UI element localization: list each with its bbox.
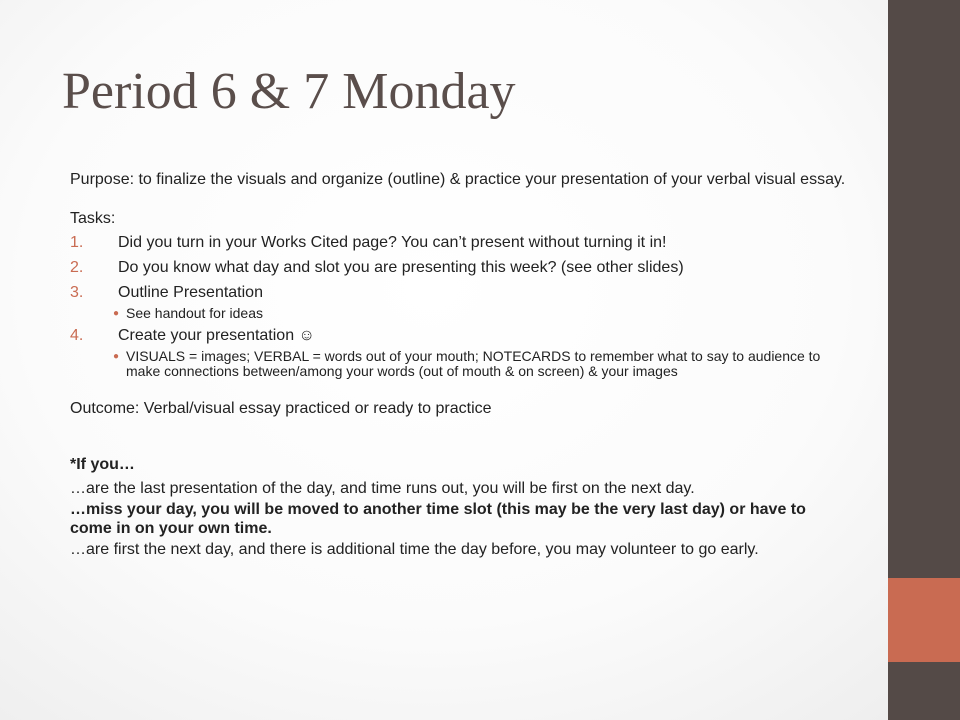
note-2: …miss your day, you will be moved to another time slot (this may be the very last day) or have to come in on your own time. xyxy=(70,501,806,537)
task-item-4 xyxy=(70,325,850,346)
task-number: 1. xyxy=(70,234,84,251)
task-number: 3. xyxy=(70,284,84,301)
task-text: Create your presentation ☺ xyxy=(118,327,315,344)
task-item-2 xyxy=(70,257,850,278)
subitem-text: VISUALS = images; VERBAL = words out of your mouth; NOTECARDS to remember what to say to audience to make connections between/among your words (out of mouth & on screen) & your images xyxy=(126,348,821,379)
outcome-text: Outcome: Verbal/visual essay practiced or ready to practice xyxy=(70,400,492,417)
if-heading: *If you… xyxy=(70,456,135,473)
task-text: Outline Presentation xyxy=(118,284,263,301)
note-1: …are the last presentation of the day, and time runs out, you will be first on the next day. xyxy=(70,480,695,497)
slide-body xyxy=(70,170,850,559)
task-item-3 xyxy=(70,282,850,303)
task-item-1 xyxy=(70,232,850,253)
bullet-icon: ● xyxy=(113,351,120,362)
slide-title: Period 6 & 7 Monday xyxy=(62,63,516,120)
subitem-text: See handout for ideas xyxy=(126,305,263,321)
purpose-text: Purpose: to finalize the visuals and organize (outline) & practice your presentation of your verbal visual essay. xyxy=(70,171,846,188)
task-text: Did you turn in your Works Cited page? You can’t present without turning it in! xyxy=(118,234,667,251)
task-4-subitem xyxy=(70,349,850,379)
task-text: Do you know what day and slot you are presenting this week? (see other slides) xyxy=(118,259,684,276)
accent-block xyxy=(888,578,960,662)
task-number: 4. xyxy=(70,327,84,344)
bullet-icon: ● xyxy=(113,308,120,319)
tasks-heading: Tasks: xyxy=(70,210,116,227)
note-3: …are first the next day, and there is additional time the day before, you may volunteer to go early. xyxy=(70,541,759,558)
task-number: 2. xyxy=(70,259,84,276)
task-3-subitem xyxy=(70,306,850,321)
